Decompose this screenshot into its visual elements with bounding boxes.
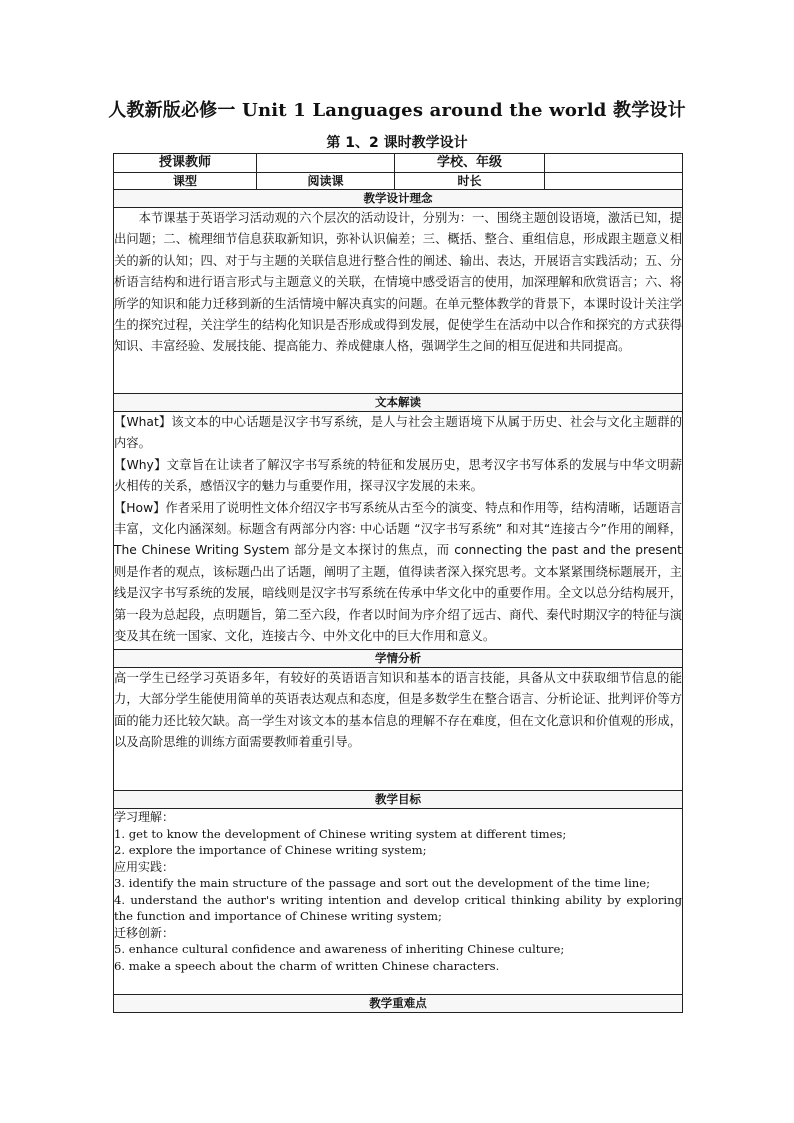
value-duration[interactable] — [545, 173, 683, 190]
philosophy-text: 本节课基于英语学习活动观的六个层次的活动设计，分别为：一、围绕主题创设语境，激活已知，提出问题；二、梳理细节信息获取新知识，弥补认识偏差；三、概括、整合、重组信息，形成跟主题意义相关的新的认知；四、对于与主题的关联信息进行整合性的阐述、输出、表达，开展语言实践活动；五、分析语言结构和进行语言形式与主题意义的关联，在情境中感受语言的使用，加深理解和欣赏语言；六、将所学的知识和能力迁移到新的生活情境中解决真实的问题。在单元整体教学的背景下，本课时设计关注学生的探究过程，关注学生的结构化知识是否形成或得到发展，促使学生在活动中以合作和探究的方式获得知识、丰富经验、发展技能、提高能力、养成健康人格，强调学生之间的相互促进和共同提高。 — [114, 211, 682, 354]
objective-item: 2. explore the importance of Chinese writing system; — [114, 843, 427, 857]
section-header-philosophy: 教学设计理念 — [114, 190, 683, 208]
info-row-teacher — [114, 154, 683, 173]
text-analysis-what: 【What】该文本的中心话题是汉字书写系统，是人与社会主题语境下从属于历史、社会与文化主题群的内容。 — [114, 415, 682, 451]
objective-item: 1. get to know the development of Chinese writing system at different times; — [114, 826, 567, 841]
objective-group-learning: 学习理解： — [114, 810, 175, 824]
section-header-key-points: 教学重难点 — [114, 995, 683, 1013]
document-title: 人教新版必修一 Unit 1 Languages around the world 教学设计 — [108, 100, 686, 121]
text-analysis-how: 【How】作者采用了说明性文体介绍汉字书写系统从古至今的演变、特点和作用等，结构清晰，话题语言丰富，文化内涵深刻。标题含有两部分内容: 中心话题 “汉字书写系统” 和对其“连接古今”作用的阐释，The Chinese Writing System 部分是文本探讨的焦点，而 connecting the past and the present 则是作者的观点，该标题凸出了话题，阐明了主题，值得读者深入探究思考。文本紧紧围绕标题展开，主线是汉字书写系统的发展，暗线则是汉字书写系统在传承中华文化中的重要作用。全文以总分结构展开，第一段为总起段，点明题旨，第二至六段，作者以时间为序介绍了远古、商代、秦代时期汉字的特征与演变及其在统一国家、文化，连接古今、中外文化中的巨大作用和意义。 — [114, 500, 682, 644]
label-duration: 时长 — [395, 173, 545, 190]
objective-item: 5. enhance cultural confidence and awareness of inheriting Chinese culture; — [114, 942, 565, 956]
label-teacher: 授课教师 — [114, 154, 257, 173]
section-body-text-analysis — [114, 412, 683, 650]
learner-analysis-text: 高一学生已经学习英语多年，有较好的英语语言知识和基本的语言技能，具备从文中获取细节信息的能力，大部分学生能使用简单的英语表达观点和态度，但是多数学生在整合语言、分析论证、批判评价等方面的能力还比较欠缺。高一学生对该文本的基本信息的理解不存在难度，但在文化意识和价值观的形成，以及高阶思维的训练方面需要教师着重引导。 — [114, 671, 682, 750]
section-body-objectives — [114, 809, 683, 995]
objective-item: 6. make a speech about the charm of written Chinese characters. — [114, 958, 500, 973]
objective-item: 4. understand the author's writing intention and develop critical thinking ability by exploring the function and importance of Chinese writing system; — [114, 892, 682, 923]
section-body-philosophy — [114, 208, 683, 394]
section-header-objectives: 教学目标 — [114, 791, 683, 809]
objective-group-practice: 应用实践： — [114, 859, 175, 874]
value-lesson-type: 阅读课 — [257, 173, 395, 190]
section-header-text-analysis: 文本解读 — [114, 394, 683, 412]
label-school-grade: 学校、年级 — [395, 154, 545, 173]
value-teacher[interactable] — [257, 154, 395, 173]
label-lesson-type: 课型 — [114, 173, 257, 190]
document-subtitle: 第 1、2 课时教学设计 — [326, 135, 468, 151]
section-header-learner-analysis: 学情分析 — [114, 650, 683, 668]
objective-item: 3. identify the main structure of the passage and sort out the development of the time line; — [114, 876, 651, 890]
objective-group-transfer: 迁移创新： — [114, 925, 175, 940]
lesson-plan-table — [113, 153, 683, 1013]
text-analysis-why: 【Why】文章旨在让读者了解汉字书写系统的特征和发展历史，思考汉字书写体系的发展与中华文明薪火相传的关系，感悟汉字的魅力与重要作用，探寻汉字发展的未来。 — [114, 457, 682, 494]
info-row-type — [114, 173, 683, 190]
value-school-grade[interactable] — [545, 154, 683, 173]
section-body-learner-analysis — [114, 668, 683, 791]
